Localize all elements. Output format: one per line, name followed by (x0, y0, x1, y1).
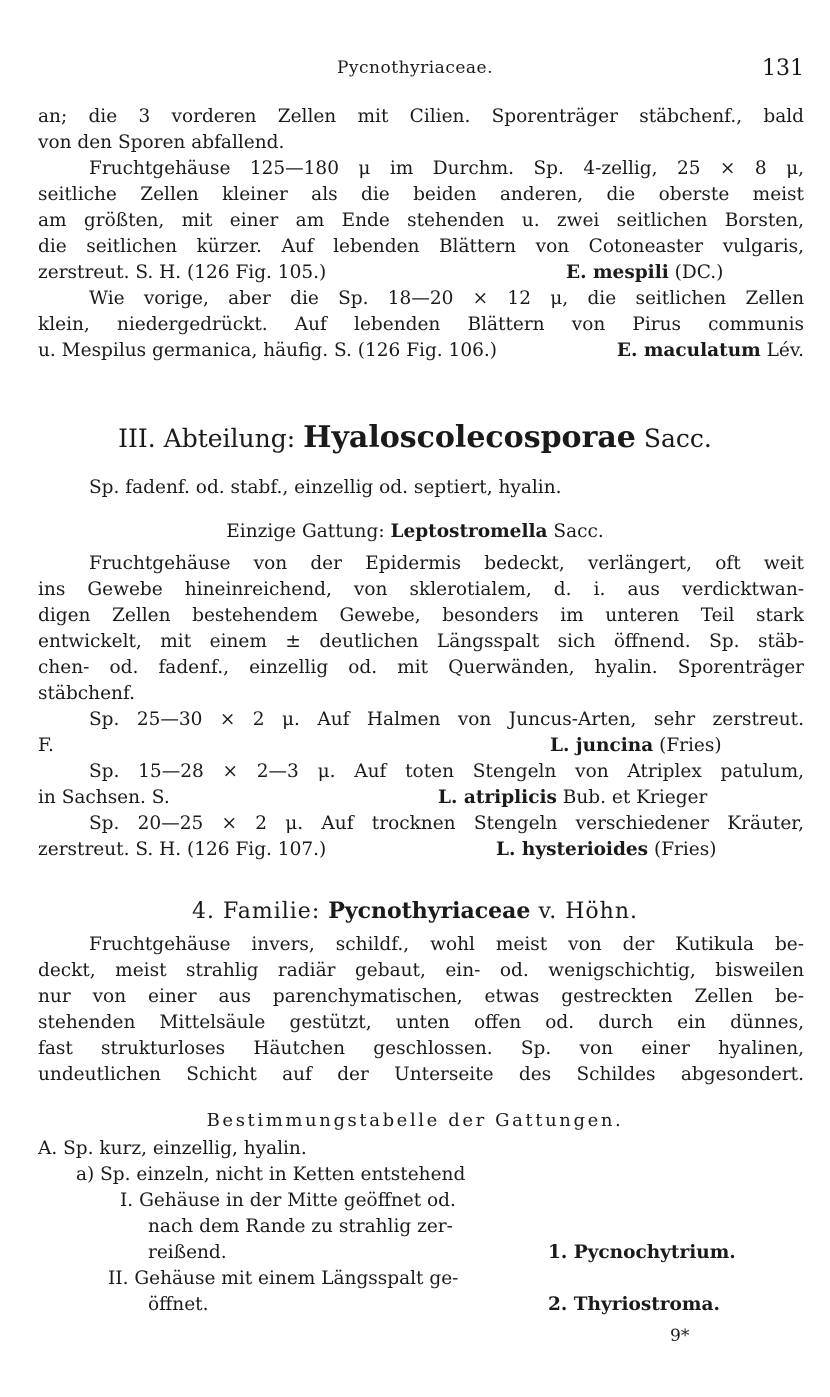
section-prefix: III. Abteilung: (118, 424, 296, 453)
family-heading (0, 896, 830, 927)
text-span: zerstreut. S. H. (126 Fig. 105.) (38, 262, 327, 283)
text-span: u. Mespilus germanica, häufig. S. (126 Fig. 106.) (38, 340, 497, 361)
text-span: zerstreut. S. H. (126 Fig. 107.) (38, 839, 327, 860)
text-line: deckt, meist strahlig radiär gebaut, ein- od. wenigschichtig, bisweilen (38, 960, 804, 981)
species-name: L. juncina (550, 735, 654, 756)
species-name: E. mespili (566, 262, 669, 283)
species-entry (550, 733, 722, 759)
text-line: ins Gewebe hineinreichend, von sklerotialem, d. i. aus verdicktwan- (38, 579, 804, 600)
key-result: 1. Pycnochytrium. (548, 1242, 736, 1263)
text-line (38, 733, 804, 759)
text-line: seitliche Zellen kleiner als die beiden anderen, die oberste meist (38, 184, 804, 205)
text-line: klein, niedergedrückt. Auf lebenden Blättern von Pirus communis (38, 314, 804, 335)
text-line (38, 785, 804, 811)
text-line (38, 837, 804, 863)
family-prefix: 4. Familie: (191, 899, 321, 924)
text-line: Sp. 25—30 × 2 μ. Auf Halmen von Juncus-Arten, sehr zerstreut. (89, 709, 804, 730)
key-result: 2. Thyriostroma. (548, 1294, 720, 1315)
species-author: Bub. et Krieger (562, 787, 708, 808)
text-line: Fruchtgehäuse invers, schildf., wohl meist von der Kutikula be- (89, 934, 804, 955)
text-line: Fruchtgehäuse von der Epidermis bedeckt, verlängert, oft weit (89, 553, 804, 574)
species-name: E. maculatum (616, 340, 761, 361)
key-line: a) Sp. einzeln, nicht in Ketten entstehend (76, 1164, 466, 1185)
printer-signature: 9* (670, 1326, 690, 1346)
page-number: 131 (762, 56, 804, 81)
genus-heading (0, 519, 830, 545)
species-entry (496, 837, 716, 863)
text-line: fast strukturloses Häutchen geschlossen. Sp. von einer hyalinen, (38, 1038, 804, 1059)
text-line: entwickelt, mit einem ± deutlichen Längsspalt sich öffnend. Sp. stäb- (38, 631, 804, 652)
text-line: von den Sporen abfallend. (38, 132, 285, 153)
text-span: in Sachsen. S. (38, 787, 170, 808)
species-author: Lév. (766, 340, 804, 361)
text-line: am größten, mit einer am Ende stehenden u. zwei seitlichen Borsten, (38, 210, 804, 231)
key-line: öffnet. (148, 1294, 209, 1315)
running-title: Pycnothyriaceae. (336, 58, 493, 78)
text-span: F. (38, 735, 54, 756)
text-line: stäbchenf. (38, 683, 136, 704)
genus-author: Sacc. (553, 521, 604, 542)
species-author: (DC.) (674, 262, 724, 283)
key-line: I. Gehäuse in der Mitte geöffnet od. (120, 1190, 456, 1211)
text-line: digen Zellen bestehendem Gewebe, besonders im unteren Teil stark (38, 605, 804, 626)
species-author: (Fries) (659, 735, 722, 756)
genus-prefix: Einzige Gattung: (226, 521, 385, 542)
key-line: nach dem Rande zu strahlig zer- (148, 1216, 453, 1237)
section-summary: Sp. fadenf. od. stabf., einzellig od. septiert, hyalin. (89, 477, 562, 498)
key-line: II. Gehäuse mit einem Längsspalt ge- (108, 1268, 459, 1289)
text-line: Sp. 20—25 × 2 μ. Auf trocknen Stengeln verschiedener Kräuter, (89, 813, 804, 834)
text-line: chen- od. fadenf., einzellig od. mit Querwänden, hyalin. Sporenträger (38, 657, 804, 678)
text-line: Wie vorige, aber die Sp. 18—20 × 12 μ, die seitlichen Zellen (89, 288, 804, 309)
text-line: an; die 3 vorderen Zellen mit Cilien. Sporenträger stäbchenf., bald (38, 106, 804, 127)
key-line: reißend. (148, 1242, 227, 1263)
genus-name: Leptostromella (390, 521, 548, 542)
section-author: Sacc. (643, 424, 712, 453)
text-line (38, 338, 804, 364)
species-name: L. atriplicis (438, 787, 557, 808)
section-heading (0, 420, 830, 457)
species-author: (Fries) (653, 839, 717, 860)
section-title: Hyaloscolecosporae (303, 420, 636, 455)
key-line: A. Sp. kurz, einzellig, hyalin. (38, 1138, 307, 1159)
species-entry (438, 785, 707, 811)
text-line: undeutlichen Schicht auf der Unterseite des Schildes abgesondert. (38, 1064, 804, 1085)
text-line: stehenden Mittelsäule gestützt, unten offen od. durch ein dünnes, (38, 1012, 804, 1033)
text-line: Fruchtgehäuse 125—180 μ im Durchm. Sp. 4-zellig, 25 × 8 μ, (89, 158, 804, 179)
text-line: nur von einer aus parenchymatischen, etwas gestreckten Zellen be- (38, 986, 804, 1007)
species-entry (617, 338, 804, 364)
species-entry (566, 260, 723, 286)
family-author: v. Höhn. (538, 899, 639, 924)
text-line: Sp. 15—28 × 2—3 μ. Auf toten Stengeln von Atriplex patulum, (89, 761, 804, 782)
text-line (38, 260, 804, 286)
key-table-title: Bestimmungstabelle der Gattungen. (206, 1110, 624, 1131)
text-line: die seitlichen kürzer. Auf lebenden Blättern von Cotoneaster vulgaris, (38, 236, 804, 257)
species-name: L. hysterioides (496, 839, 649, 860)
family-title: Pycnothyriaceae (328, 898, 531, 924)
